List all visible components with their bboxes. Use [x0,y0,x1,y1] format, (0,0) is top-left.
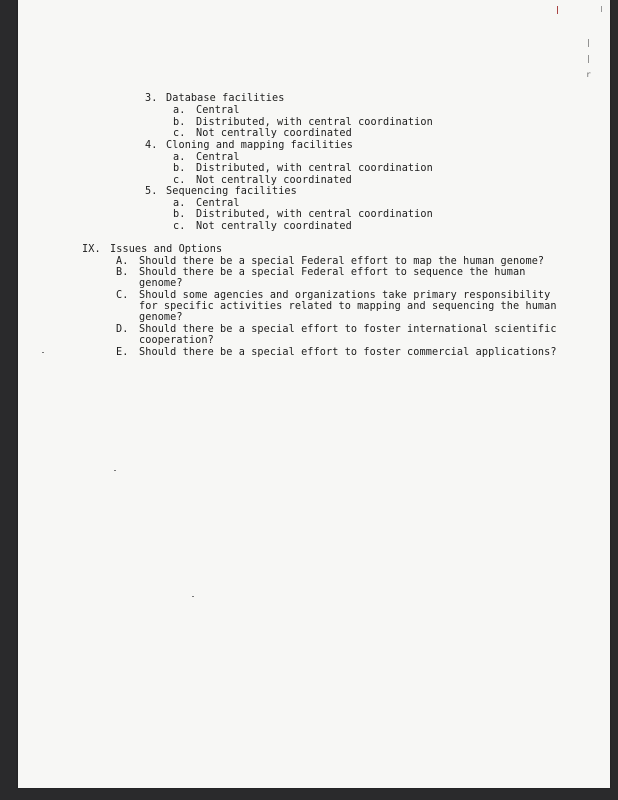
section-4-item-c-letter: c. [173,175,186,186]
scan-speck [192,596,194,597]
section-3-title: Database facilities [166,93,285,104]
edge-tick [601,6,602,12]
section-5-item-c: Not centrally coordinated [196,221,352,232]
issue-c-line-2: for specific activities related to mapping and sequencing the human [139,301,557,312]
issue-a-letter: A. [116,256,129,267]
section-5-title: Sequencing facilities [166,186,297,197]
section-3-item-b: Distributed, with central coordination [196,117,433,128]
issue-b-line-2: genome? [139,278,183,289]
issue-e-line-1: Should there be a special effort to foster commercial applications? [139,347,557,358]
section-3-item-c: Not centrally coordinated [196,128,352,139]
section-ix-numeral: IX. [82,244,101,255]
section-5-item-a-letter: a. [173,198,186,209]
scan-speck [114,470,116,471]
section-4-item-c: Not centrally coordinated [196,175,352,186]
section-5-number: 5. [145,186,158,197]
issue-d-line-1: Should there be a special effort to foster international scientific [139,324,557,335]
section-5-item-b-letter: b. [173,209,186,220]
issue-d-line-2: cooperation? [139,335,214,346]
margin-mark: | [586,38,591,47]
section-3-item-c-letter: c. [173,128,186,139]
scan-speck [42,352,44,353]
section-3-number: 3. [145,93,158,104]
section-3-item-a: Central [196,105,240,116]
section-4-item-a: Central [196,152,240,163]
section-4-item-a-letter: a. [173,152,186,163]
section-5-item-b: Distributed, with central coordination [196,209,433,220]
issue-b-letter: B. [116,267,129,278]
section-3-item-a-letter: a. [173,105,186,116]
section-4-title: Cloning and mapping facilities [166,140,354,151]
section-4-item-b-letter: b. [173,163,186,174]
issue-c-line-3: genome? [139,312,183,323]
issue-b-line-1: Should there be a special Federal effort to sequence the human [139,267,526,278]
section-4-item-b: Distributed, with central coordination [196,163,433,174]
section-5-item-a: Central [196,198,240,209]
edge-tick [557,6,558,14]
issue-d-letter: D. [116,324,129,335]
issue-c-letter: C. [116,290,129,301]
paper-sheet [18,0,610,788]
issue-a-line-1: Should there be a special Federal effort to map the human genome? [139,256,545,267]
issue-c-line-1: Should some agencies and organizations take primary responsibility [139,290,551,301]
section-ix-title: Issues and Options [110,244,223,255]
section-4-number: 4. [145,140,158,151]
margin-mark: r [586,70,591,79]
margin-mark: | [586,54,591,63]
section-3-item-b-letter: b. [173,117,186,128]
issue-e-letter: E. [116,347,129,358]
section-5-item-c-letter: c. [173,221,186,232]
